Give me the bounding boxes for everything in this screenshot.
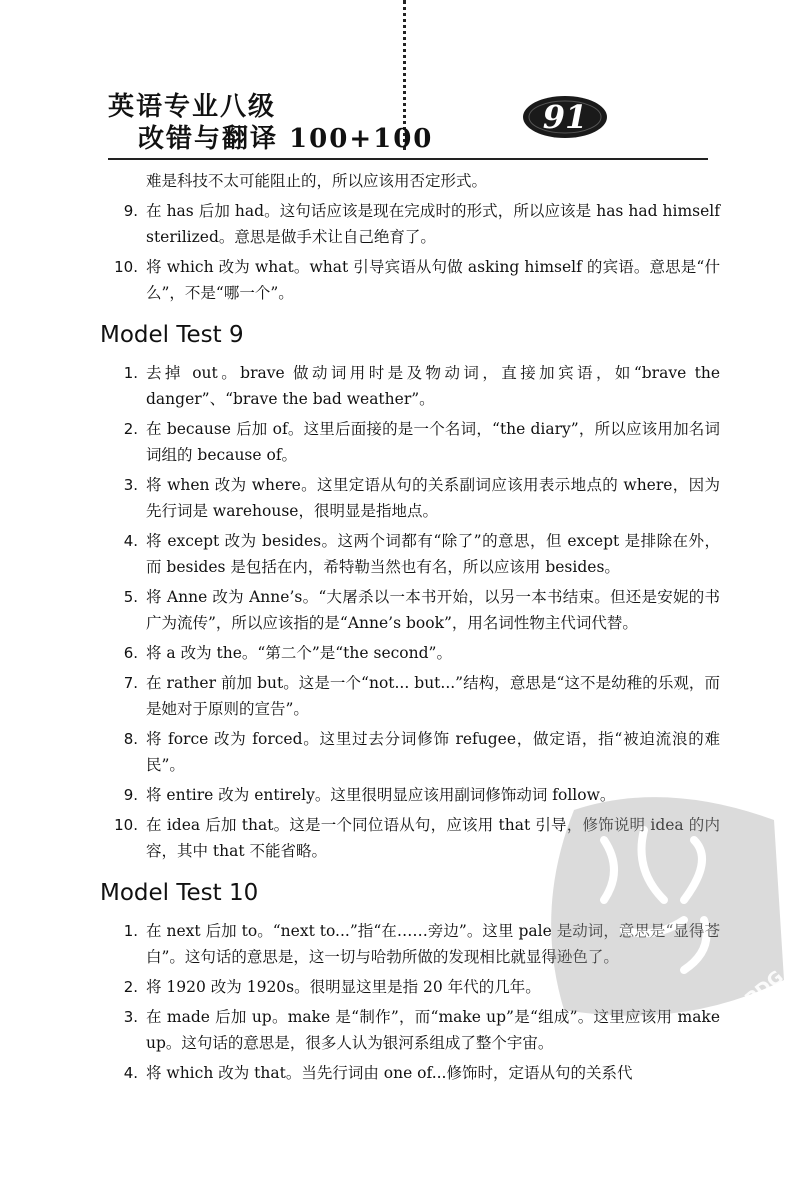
item-text: 将 which 改为 that。当先行词由 one of...修饰时，定语从句的关系代 (146, 1064, 633, 1082)
item-number: 9. (123, 202, 138, 220)
list-item (100, 640, 720, 666)
list-item (100, 1060, 720, 1086)
item-number: 1. (123, 922, 138, 940)
item-number: 2. (123, 978, 138, 996)
item-number: 1. (123, 364, 138, 382)
book-title-line1: 英语专业八级 (108, 92, 277, 122)
item-text: 在 made 后加 up。make 是“制作”，而“make up”是“组成”。这里应该用 make up。这句话的意思是，很多人认为银河系组成了整个宇宙。 (146, 1008, 720, 1052)
item-number: 8. (123, 730, 138, 748)
list-item (100, 670, 720, 722)
book-title-line2: 改错与翻译 100+100 (138, 124, 434, 154)
item-number: 2. (123, 420, 138, 438)
list-item (100, 198, 720, 250)
header-rule (108, 158, 708, 160)
item-text: 在 next 后加 to。“next to...”指“在……旁边”。这里 pale 是动词，意思是“显得苍白”。这句话的意思是，这一切与哈勃所做的发现相比就显得逊色了。 (146, 922, 720, 966)
list-item (100, 726, 720, 778)
item-number: 3. (123, 476, 138, 494)
item-number: 10. (114, 258, 138, 276)
item-number: 6. (123, 644, 138, 662)
item-text: 将 when 改为 where。这里定语从句的关系副词应该用表示地点的 where，因为先行词是 warehouse，很明显是指地点。 (146, 476, 720, 520)
item-text: 在 rather 前加 but。这是一个“not... but...”结构，意思是“这不是幼稚的乐观，而是她对于原则的宣告”。 (146, 674, 720, 718)
item-text: 将 force 改为 forced。这里过去分词修饰 refugee，做定语，指“被迫流浪的难民”。 (146, 730, 720, 774)
item-text: 在 because 后加 of。这里后面接的是一个名词，“the diary”，所以应该用加名词词组的 because of。 (146, 420, 720, 464)
item-number: 3. (123, 1008, 138, 1026)
item-text: 在 has 后加 had。这句话应该是现在完成时的形式，所以应该是 has had himself sterilized。意思是做手术让自己绝育了。 (146, 202, 720, 246)
item-number: 4. (123, 532, 138, 550)
item-number: 5. (123, 588, 138, 606)
list-item (100, 360, 720, 412)
item-text: 去掉 out。brave 做动词用时是及物动词，直接加宾语，如“brave the danger”、“brave the bad weather”。 (146, 364, 720, 408)
item-number: 10. (114, 816, 138, 834)
item-text: 将 Anne 改为 Anne’s。“大屠杀以一本书开始，以另一本书结束。但还是安妮的书广为流传”，所以应该指的是“Anne’s book”，用名词性物主代词代替。 (146, 588, 720, 632)
item-text: 将 1920 改为 1920s。很明显这里是指 20 年代的几年。 (146, 978, 541, 996)
section-title-model-test-10: Model Test 10 (100, 880, 259, 906)
list-item (100, 416, 720, 468)
item-text: 将 a 改为 the。“第二个”是“the second”。 (146, 644, 452, 662)
item-text: 将 entire 改为 entirely。这里很明显应该用副词修饰动词 follow。 (146, 786, 616, 804)
item-number: 7. (123, 674, 138, 692)
list-item (100, 254, 720, 306)
item-number: 4. (123, 1064, 138, 1082)
list-item (100, 472, 720, 524)
list-item (100, 528, 720, 580)
item-text: 将 which 改为 what。what 引导宾语从句做 asking himself 的宾语。意思是“什么”，不是“哪一个”。 (146, 258, 720, 302)
page-number-badge (522, 94, 608, 140)
item-number: 9. (123, 786, 138, 804)
item-text: 在 idea 后加 that。这是一个同位语从句，应该用 that 引导，修饰说明 idea 的内容，其中 that 不能省略。 (146, 816, 720, 860)
page-number: 91 (542, 98, 588, 136)
list-item (100, 584, 720, 636)
continuation-line: 难是科技不太可能阻止的，所以应该用否定形式。 (146, 172, 488, 190)
item-text: 将 except 改为 besides。这两个词都有“除了”的意思，但 except 是排除在外，而 besides 是包括在内，希特勒当然也有名，所以应该用 besides。 (146, 532, 720, 576)
watermark-text: PDG (741, 966, 788, 1011)
section-title-model-test-9: Model Test 9 (100, 322, 244, 348)
